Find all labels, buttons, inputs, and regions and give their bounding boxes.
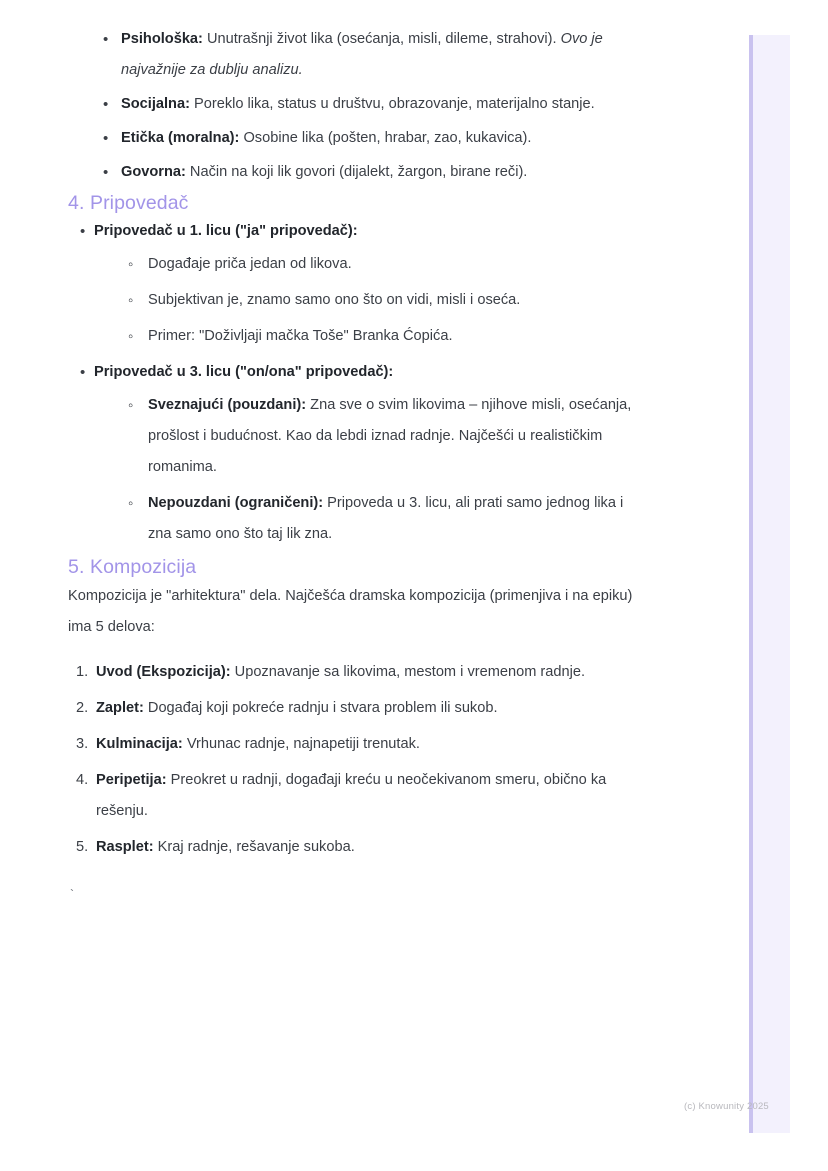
list-item bbox=[94, 488, 648, 550]
document-content bbox=[68, 24, 648, 910]
list-item-text: Zna sve o svim likovima – njihove misli, osećanja, prošlost i budućnost. Kao da lebdi iznad radnje. Najčešći u realističkim romanima. bbox=[148, 397, 632, 476]
list-item-term: Rasplet: bbox=[96, 838, 154, 855]
list-item-term: Peripetija: bbox=[96, 771, 167, 788]
list-item-term: Pripovedač u 3. licu ("on/ona" pripovedač): bbox=[94, 364, 394, 381]
list-item bbox=[68, 693, 648, 724]
list-item-text: Kraj radnje, rešavanje sukoba. bbox=[153, 838, 355, 855]
list-item-emphasis: Ovo je najvažnije za dublju analizu. bbox=[121, 31, 603, 78]
list-item-text: Primer: "Doživljaji mačka Toše" Branka Ćopića. bbox=[148, 328, 453, 345]
character-attributes-list bbox=[68, 24, 648, 188]
list-item bbox=[94, 390, 648, 483]
narrator-sublist bbox=[94, 249, 648, 352]
list-item bbox=[68, 123, 648, 154]
list-item-text: Osobine lika (pošten, hrabar, zao, kukavica). bbox=[239, 130, 532, 146]
right-side-divider-line bbox=[749, 35, 753, 1133]
list-item bbox=[68, 729, 648, 760]
narrator-list bbox=[68, 216, 648, 550]
footer-copyright: (c) Knowunity 2025 bbox=[684, 1101, 769, 1112]
list-item bbox=[68, 216, 648, 352]
list-item bbox=[68, 657, 648, 688]
section-heading-narrator: 4. Pripovedač bbox=[68, 192, 189, 214]
narrator-sublist bbox=[94, 390, 648, 550]
list-item-text: Poreklo lika, status u društvu, obrazovanje, materijalno stanje. bbox=[189, 96, 595, 112]
list-item bbox=[94, 285, 648, 316]
list-item-term: Socijalna: bbox=[121, 96, 190, 112]
list-item bbox=[68, 89, 648, 120]
list-item bbox=[68, 24, 648, 86]
list-item-text: Preokret u radnji, događaji kreću u neočekivanom smeru, obično ka rešenju. bbox=[96, 771, 607, 819]
list-item-term: Uvod (Ekspozicija): bbox=[96, 663, 231, 680]
list-item bbox=[68, 765, 648, 827]
list-item-term: Pripovedač u 1. licu ("ja" pripovedač): bbox=[94, 223, 358, 240]
list-item bbox=[68, 832, 648, 863]
list-item bbox=[68, 157, 648, 188]
list-item-term: Zaplet: bbox=[96, 699, 144, 716]
list-item-text: Unutrašnji život lika (osećanja, misli, dileme, strahovi). bbox=[202, 31, 561, 47]
list-item-term: Nepouzdani (ograničeni): bbox=[148, 495, 324, 512]
composition-list bbox=[68, 657, 648, 863]
list-item-term: Govorna: bbox=[121, 164, 186, 180]
list-item-text: Pripoveda u 3. licu, ali prati samo jednog lika i zna samo ono što taj lik zna. bbox=[148, 495, 624, 543]
list-item-text: Događaje priča jedan od likova. bbox=[148, 256, 352, 273]
list-item-term: Kulminacija: bbox=[96, 735, 183, 752]
section-heading-composition: 5. Kompozicija bbox=[68, 556, 197, 579]
list-item-term: Psihološka: bbox=[121, 31, 203, 47]
list-item bbox=[94, 321, 648, 352]
right-side-panel bbox=[749, 35, 790, 1133]
trailing-backtick: ` bbox=[70, 886, 74, 901]
list-item bbox=[68, 357, 648, 550]
list-item-text: Način na koji lik govori (dijalekt, žargon, birane reči). bbox=[185, 164, 528, 180]
list-item-text: Subjektivan je, znamo samo ono što on vidi, misli i oseća. bbox=[148, 292, 521, 309]
list-item-text: Događaj koji pokreće radnju i stvara problem ili sukob. bbox=[143, 699, 498, 716]
list-item-term: Etička (moralna): bbox=[121, 130, 240, 146]
list-item-text: Vrhunac radnje, najnapetiji trenutak. bbox=[182, 735, 420, 752]
list-item bbox=[94, 249, 648, 280]
list-item-term: Sveznajući (pouzdani): bbox=[148, 397, 307, 414]
composition-intro-paragraph: Kompozicija je "arhitektura" dela. Najčešća dramska kompozicija (primenjiva i na epiku) ima 5 delova: bbox=[68, 587, 633, 635]
list-item-text: Upoznavanje sa likovima, mestom i vremenom radnje. bbox=[230, 663, 586, 680]
